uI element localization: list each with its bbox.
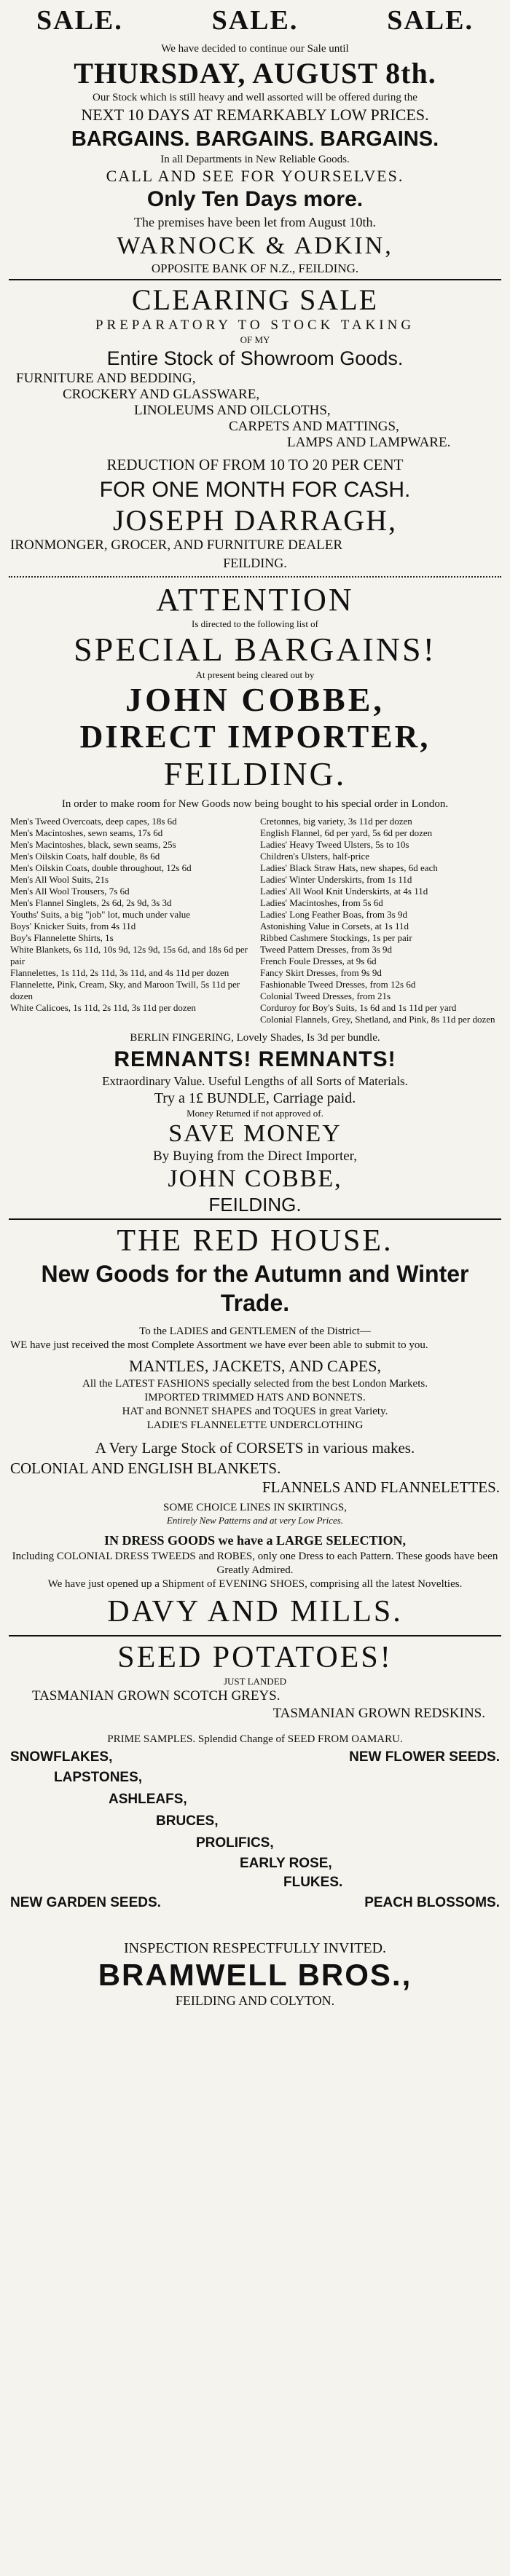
sale-call: CALL AND SEE FOR YOURSELVES. (106, 167, 404, 185)
clearing-item: FURNITURE AND BEDDING, (16, 371, 196, 386)
clearing-entire: Entire Stock of Showroom Goods. (106, 347, 404, 369)
price-item: Men's All Wool Suits, 21s (10, 874, 109, 885)
red-house-flannels: FLANNELS AND FLANNELETTES. (262, 1478, 500, 1496)
price-item: White Blankets, 6s 11d, 10s 9d, 12s 9d, 15s 6d, and 18s 6d per pair (10, 944, 248, 966)
red-house-blankets: COLONIAL AND ENGLISH BLANKETS. (10, 1460, 281, 1477)
price-item: Colonial Tweed Dresses, from 21s (260, 990, 391, 1001)
seed-variety: PROLIFICS, (196, 1835, 274, 1851)
red-house-hat-shapes: HAT and BONNET SHAPES and TOQUES in great Variety. (122, 1406, 388, 1417)
seed-inspection: INSPECTION RESPECTFULLY INVITED. (123, 1940, 387, 1956)
cobbe-price-list-left (10, 816, 250, 1025)
clearing-month: FOR ONE MONTH FOR CASH. (99, 478, 411, 502)
seed-potatoes-advertisement (0, 1639, 510, 2009)
sale-stock-line: Our Stock which is still heavy and well assorted will be offered during the (93, 92, 417, 103)
price-item: Astonishing Value in Corsets, at 1s 11d (260, 921, 409, 931)
seed-garden: NEW GARDEN SEEDS. (10, 1895, 161, 1910)
cobbe-name: JOHN COBBE, (125, 681, 385, 718)
cobbe-special: SPECIAL BARGAINS! (74, 631, 436, 668)
sale-firm: WARNOCK & ADKIN, (117, 232, 393, 259)
price-item: Children's Ulsters, half-price (260, 851, 369, 862)
clearing-reduction: REDUCTION OF FROM 10 TO 20 PER CENT (106, 456, 404, 473)
cobbe-town-2: FEILDING. (208, 1194, 302, 1216)
red-house-title: THE RED HOUSE. (117, 1224, 393, 1258)
cobbe-save: SAVE MONEY (168, 1120, 342, 1147)
cobbe-remnants: REMNANTS! REMNANTS! (114, 1047, 396, 1071)
red-house-patterns: Entirely New Patterns and at very Low Prices. (166, 1515, 344, 1526)
price-item: Boys' Knicker Suits, from 4s 11d (10, 921, 136, 931)
clearing-item: LINOLEUMS AND OILCLOTHS, (134, 403, 331, 418)
sale-next-days: NEXT 10 DAYS AT REMARKABLY LOW PRICES. (81, 106, 429, 124)
red-house-dress-goods: IN DRESS GOODS we have a LARGE SELECTION, (103, 1533, 407, 1548)
cobbe-bundle: Try a 1£ BUNDLE, Carriage paid. (154, 1090, 356, 1106)
sale-bargains: BARGAINS. BARGAINS. BARGAINS. (71, 127, 439, 151)
price-item: French Foule Dresses, at 9s 6d (260, 956, 377, 966)
sale-word-2: SALE. (211, 5, 299, 36)
seed-new-flower: NEW FLOWER SEEDS. (349, 1749, 500, 1765)
price-item: Fashionable Tweed Dresses, from 12s 6d (260, 979, 416, 990)
seed-variety: LAPSTONES, (54, 1770, 143, 1785)
sale-address: OPPOSITE BANK OF N.Z., FEILDING. (151, 261, 359, 275)
cobbe-money-back: Money Returned if not approved of. (187, 1108, 323, 1119)
seed-towns: FEILDING AND COLYTON. (175, 1993, 335, 2008)
price-item: Ladies' Winter Underskirts, from 1s 11d (260, 874, 412, 885)
price-item: Men's All Wool Trousers, 7s 6d (10, 886, 130, 897)
seed-title: SEED POTATOES! (117, 1641, 393, 1674)
sale-intro: We have decided to continue our Sale until (161, 43, 349, 55)
sale-ten-days: Only Ten Days more. (146, 187, 364, 211)
seed-variety: ASHLEAFS, (109, 1792, 187, 1807)
red-house-tweeds: Including COLONIAL DRESS TWEEDS and ROBES, only one Dress to each Pattern. These goods have been Greatly Admired. (12, 1551, 498, 1576)
divider (9, 1218, 501, 1220)
red-house-corsets: A Very Large Stock of CORSETS in various makes. (95, 1439, 415, 1457)
red-house-new-goods: New Goods for the Autumn and Winter Trade. (41, 1261, 469, 1316)
cobbe-price-list-right (260, 816, 500, 1025)
cobbe-buying: By Buying from the Direct Importer, (153, 1149, 357, 1164)
clearing-preparatory: PREPARATORY TO STOCK TAKING (95, 318, 415, 333)
price-item: Tweed Pattern Dresses, from 3s 9d (260, 944, 393, 955)
divider (9, 1635, 501, 1636)
red-house-assortment: WE have just received the most Complete Assortment we have ever been able to submit to you. (10, 1339, 428, 1351)
price-item: Men's Tweed Overcoats, deep capes, 18s 6d (10, 816, 177, 827)
price-item: White Calicoes, 1s 11d, 2s 11d, 3s 11d per dozen (10, 1002, 196, 1013)
cobbe-extraordinary: Extraordinary Value. Useful Lengths of all Sorts of Materials. (102, 1074, 408, 1088)
red-house-advertisement (0, 1223, 510, 1632)
clearing-sale-advertisement (0, 283, 510, 572)
clearing-item: LAMPS AND LAMPWARE. (287, 435, 451, 450)
clearing-item: CROCKERY AND GLASSWARE, (63, 387, 260, 402)
seed-landed: JUST LANDED (223, 1676, 287, 1687)
price-item: Men's Macintoshes, sewn seams, 17s 6d (10, 827, 163, 838)
red-house-imported: IMPORTED TRIMMED HATS AND BONNETS. (144, 1392, 366, 1403)
price-item: Colonial Flannels, Grey, Shetland, and Pink, 8s 11d per dozen (260, 1014, 495, 1025)
sale-word-1: SALE. (36, 5, 123, 36)
price-item: Flannelettes, 1s 11d, 2s 11d, 3s 11d, and 4s 11d per dozen (10, 967, 230, 978)
seed-variety: BRUCES, (156, 1813, 219, 1829)
cobbe-directed: Is directed to the following list of (191, 618, 319, 629)
clearing-of: OF MY (240, 334, 270, 345)
sale-premises: The premises have been let from August 10th. (134, 215, 376, 229)
sale-advertisement (0, 0, 510, 276)
red-house-to-ladies: To the LADIES and GENTLEMEN of the District— (139, 1326, 371, 1337)
cobbe-order: In order to make room for New Goods now being bought to his special order in London. (61, 798, 449, 810)
seed-scotch: TASMANIAN GROWN SCOTCH GREYS. (32, 1688, 280, 1703)
price-item: Ladies' All Wool Knit Underskirts, at 4s 11d (260, 886, 428, 897)
clearing-trade: IRONMONGER, GROCER, AND FURNITURE DEALER (10, 537, 343, 553)
sale-departments: In all Departments in New Reliable Goods. (160, 154, 350, 165)
red-house-mantles: MANTLES, JACKETS, AND CAPES, (129, 1357, 381, 1375)
price-item: English Flannel, 6d per yard, 5s 6d per dozen (260, 827, 433, 838)
clearing-town: FEILDING. (223, 556, 287, 570)
seed-varieties (10, 1749, 500, 1939)
price-item: Men's Oilskin Coats, double throughout, 12s 6d (10, 862, 192, 873)
red-house-skirtings: SOME CHOICE LINES IN SKIRTINGS, (162, 1502, 348, 1513)
price-item: Men's Macintoshes, black, sewn seams, 25s (10, 839, 176, 850)
cobbe-berlin: BERLIN FINGERING, Lovely Shades, Is 3d per bundle. (130, 1032, 380, 1044)
cobbe-importer: DIRECT IMPORTER, (79, 719, 431, 755)
sale-headline (10, 4, 500, 36)
price-item: Youths' Suits, a big "job" lot, much under value (10, 909, 191, 920)
price-item: Men's Oilskin Coats, half double, 8s 6d (10, 851, 160, 862)
divider (9, 279, 501, 280)
sale-day: THURSDAY, AUGUST 8th. (74, 57, 436, 90)
cobbe-advertisement (0, 582, 510, 1216)
sale-word-3: SALE. (387, 5, 474, 36)
price-item: Fancy Skirt Dresses, from 9s 9d (260, 967, 382, 978)
cobbe-town: FEILDING. (163, 755, 347, 792)
seed-firm: BRAMWELL BROS., (98, 1958, 412, 1992)
cobbe-attention: ATTENTION (156, 582, 354, 618)
divider (9, 576, 501, 578)
price-item: Corduroy for Boy's Suits, 1s 6d and 1s 11d per yard (260, 1002, 457, 1013)
red-house-firm: DAVY AND MILLS. (107, 1595, 403, 1628)
red-house-underclothing: LADIE'S FLANNELETTE UNDERCLOTHING (146, 1419, 364, 1431)
cobbe-name-2: JOHN COBBE, (168, 1165, 342, 1192)
seed-variety: EARLY ROSE, (240, 1856, 332, 1871)
red-house-fashions: All the LATEST FASHIONS specially selected from the best London Markets. (82, 1378, 428, 1390)
seed-prime: PRIME SAMPLES. Splendid Change of SEED FROM OAMARU. (107, 1733, 403, 1745)
price-item: Cretonnes, big variety, 3s 11d per dozen (260, 816, 412, 827)
price-item: Men's Flannel Singlets, 2s 6d, 2s 9d, 3s 3d (10, 897, 172, 908)
cobbe-price-list (10, 816, 500, 1025)
seed-peach: PEACH BLOSSOMS. (364, 1895, 500, 1910)
clearing-item: CARPETS AND MATTINGS, (229, 419, 399, 434)
seed-redskins: TASMANIAN GROWN REDSKINS. (272, 1706, 485, 1721)
clearing-title: CLEARING SALE (131, 283, 379, 316)
price-item: Ladies' Macintoshes, from 5s 6d (260, 897, 383, 908)
seed-snowflakes: SNOWFLAKES, (10, 1749, 113, 1765)
price-item: Boy's Flannelette Shirts, 1s (10, 932, 114, 943)
red-house-evening-shoes: We have just opened up a Shipment of EVENING SHOES, comprising all the latest Novelties. (47, 1578, 463, 1590)
price-item: Flannelette, Pink, Cream, Sky, and Maroon Twill, 5s 11d per dozen (10, 979, 240, 1001)
clearing-name: JOSEPH DARRAGH, (112, 504, 398, 537)
price-item: Ribbed Cashmere Stockings, 1s per pair (260, 932, 412, 943)
seed-variety: FLUKES. (283, 1875, 343, 1890)
price-item: Ladies' Long Feather Boas, from 3s 9d (260, 909, 407, 920)
price-item: Ladies' Heavy Tweed Ulsters, 5s to 10s (260, 839, 409, 850)
cobbe-cleared: At present being cleared out by (195, 669, 315, 680)
price-item: Ladies' Black Straw Hats, new shapes, 6d each (260, 862, 438, 873)
